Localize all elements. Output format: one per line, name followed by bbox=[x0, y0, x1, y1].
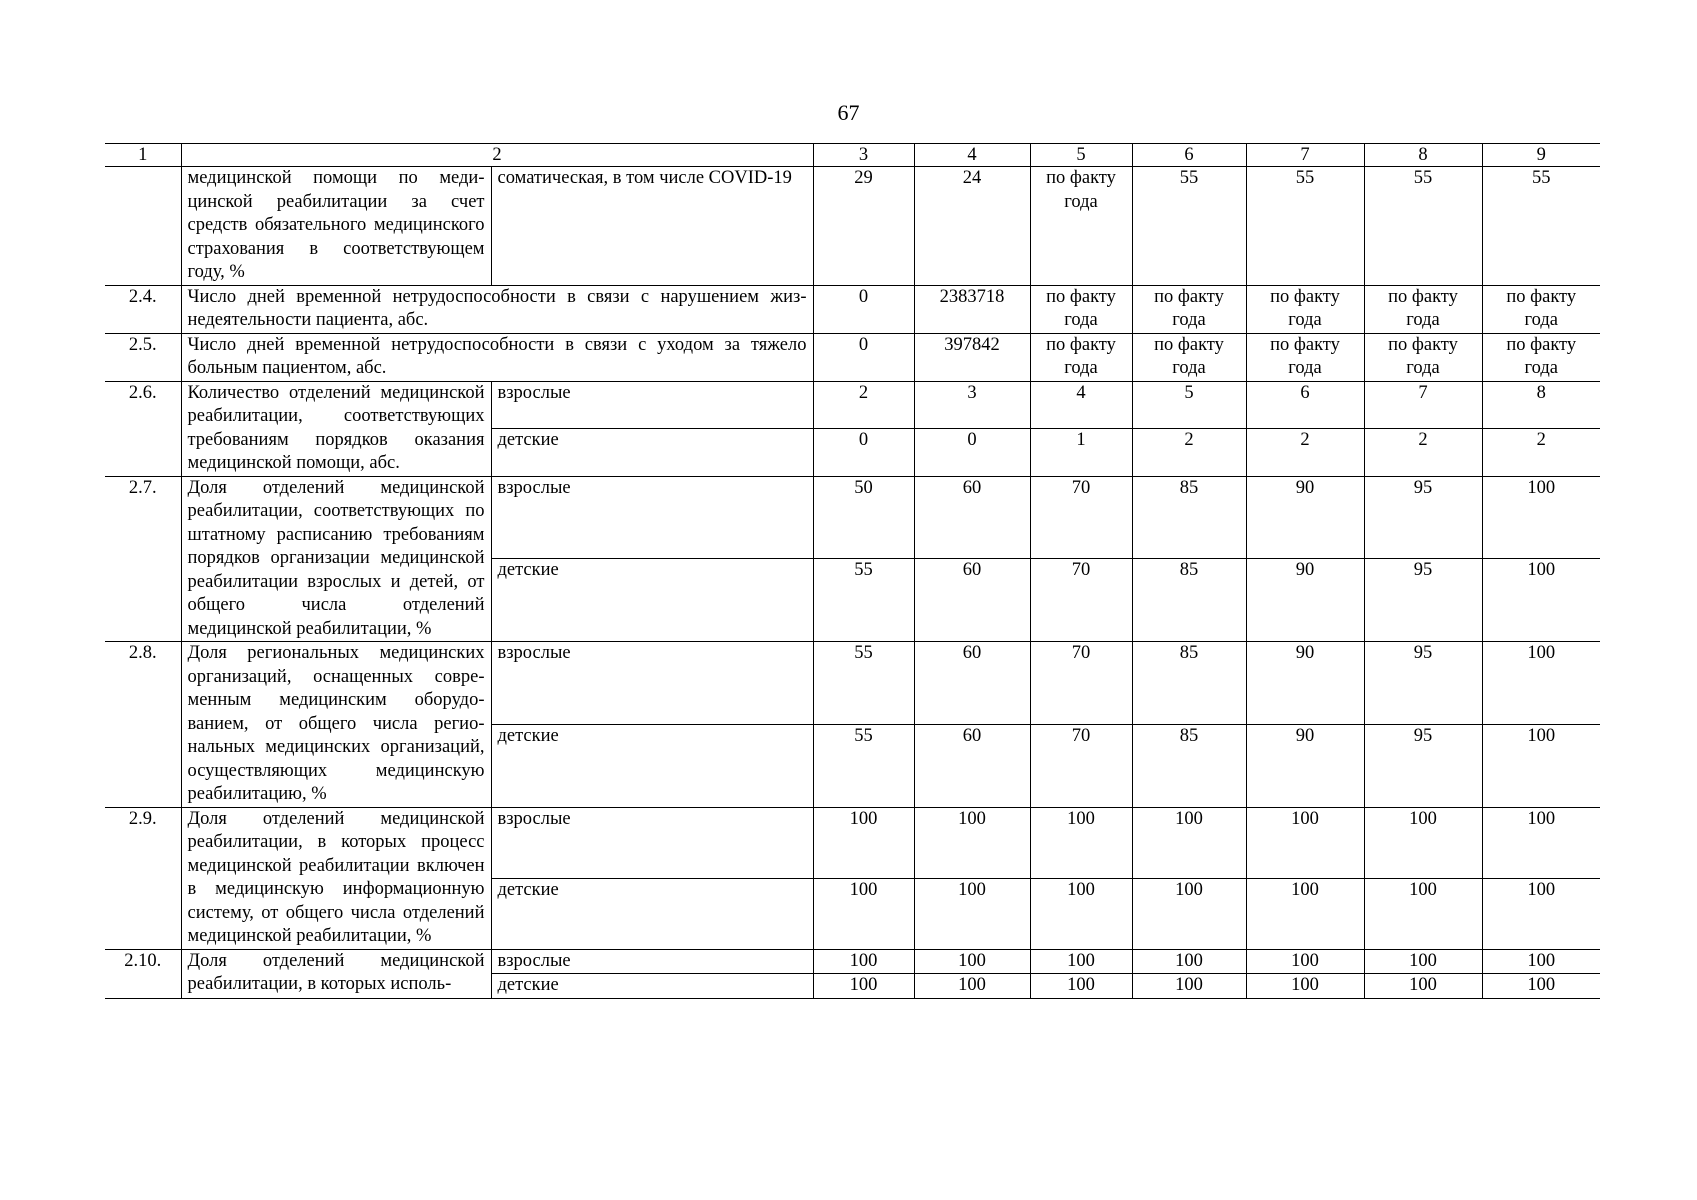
value-cell: 100 bbox=[1482, 476, 1600, 559]
table-row bbox=[105, 167, 1600, 286]
header-cell: 4 bbox=[914, 144, 1030, 167]
value-cell: 100 bbox=[914, 807, 1030, 878]
value-cell: 90 bbox=[1246, 559, 1364, 642]
value-cell: 100 bbox=[1482, 807, 1600, 878]
indicators-table bbox=[105, 143, 1600, 999]
value-cell: 100 bbox=[1364, 878, 1482, 949]
value-cell: 95 bbox=[1364, 642, 1482, 725]
value-cell: 0 bbox=[813, 285, 914, 333]
value-cell: 100 bbox=[1482, 559, 1600, 642]
value-cell: по факту года bbox=[1030, 285, 1132, 333]
value-cell: 6 bbox=[1246, 381, 1364, 429]
table-row bbox=[105, 285, 1600, 333]
value-cell: 100 bbox=[1030, 878, 1132, 949]
value-cell: 70 bbox=[1030, 476, 1132, 559]
value-cell: 85 bbox=[1132, 476, 1246, 559]
row-number: 2.7. bbox=[105, 476, 181, 642]
value-cell: 85 bbox=[1132, 559, 1246, 642]
header-cell: 8 bbox=[1364, 144, 1482, 167]
indicator-name: Число дней временной нетрудоспособности в связи с уходом за тяжело больным пациентом, абс. bbox=[181, 333, 813, 381]
value-cell: 2 bbox=[1132, 429, 1246, 477]
row-number: 2.5. bbox=[105, 333, 181, 381]
value-cell: 2 bbox=[1246, 429, 1364, 477]
table-row bbox=[105, 476, 1600, 559]
value-cell: 2 bbox=[1482, 429, 1600, 477]
value-cell: по факту года bbox=[1132, 285, 1246, 333]
value-cell: 24 bbox=[914, 167, 1030, 286]
value-cell: 1 bbox=[1030, 429, 1132, 477]
value-cell: по факту года bbox=[1246, 285, 1364, 333]
value-cell: 95 bbox=[1364, 476, 1482, 559]
value-cell: 100 bbox=[914, 878, 1030, 949]
row-number: 2.6. bbox=[105, 381, 181, 476]
group-label: детские bbox=[491, 878, 813, 949]
value-cell: 100 bbox=[1246, 949, 1364, 974]
value-cell: 2383718 bbox=[914, 285, 1030, 333]
indicator-name: медицинской помощи по медицинской реабилитации за счет средств обязательного медицинского страхования в соответствующем году, % bbox=[181, 167, 491, 286]
group-label: детские bbox=[491, 429, 813, 477]
value-cell: 7 bbox=[1364, 381, 1482, 429]
value-cell: 60 bbox=[914, 642, 1030, 725]
indicator-name: Количество отделений медицинской реабилитации, соответствующих требованиям порядков оказания медицинской помощи, абс. bbox=[181, 381, 491, 476]
value-cell: 60 bbox=[914, 476, 1030, 559]
value-cell: 100 bbox=[1364, 807, 1482, 878]
value-cell: по факту года bbox=[1482, 333, 1600, 381]
value-cell: 55 bbox=[813, 642, 914, 725]
value-cell: 100 bbox=[1482, 642, 1600, 725]
value-cell: 55 bbox=[1364, 167, 1482, 286]
value-cell: 100 bbox=[1132, 949, 1246, 974]
value-cell: 397842 bbox=[914, 333, 1030, 381]
value-cell: 100 bbox=[1132, 974, 1246, 999]
group-label: взрослые bbox=[491, 381, 813, 429]
value-cell: 90 bbox=[1246, 724, 1364, 807]
value-cell: 29 bbox=[813, 167, 914, 286]
header-cell: 6 bbox=[1132, 144, 1246, 167]
value-cell: 85 bbox=[1132, 642, 1246, 725]
value-cell: по факту года bbox=[1132, 333, 1246, 381]
value-cell: 70 bbox=[1030, 724, 1132, 807]
value-cell: по факту года bbox=[1364, 333, 1482, 381]
table-row bbox=[105, 333, 1600, 381]
value-cell: 0 bbox=[914, 429, 1030, 477]
indicator-name: Доля отделений медицинской реабилитации, соответствующих по штатному расписанию требованиям порядков организации медицинской реабилитации взрослых и детей, от общего числа отделений медицинской реабилитации, % bbox=[181, 476, 491, 642]
value-cell: 55 bbox=[1482, 167, 1600, 286]
value-cell: 100 bbox=[1364, 949, 1482, 974]
group-label: взрослые bbox=[491, 642, 813, 725]
value-cell: 100 bbox=[813, 807, 914, 878]
table-row bbox=[105, 381, 1600, 429]
value-cell: 2 bbox=[1364, 429, 1482, 477]
value-cell: 95 bbox=[1364, 724, 1482, 807]
value-cell: 85 bbox=[1132, 724, 1246, 807]
value-cell: 100 bbox=[813, 974, 914, 999]
indicator-name: Число дней временной нетрудоспособности в связи с нарушением жизнедеятельности пациента, абс. bbox=[181, 285, 813, 333]
value-cell: 50 bbox=[813, 476, 914, 559]
indicator-name: Доля отделений медицинской реабилитации, в которых исполь- bbox=[181, 949, 491, 998]
table-row bbox=[105, 642, 1600, 725]
header-cell: 3 bbox=[813, 144, 914, 167]
value-cell: 100 bbox=[1482, 878, 1600, 949]
value-cell: 100 bbox=[1132, 878, 1246, 949]
value-cell: 100 bbox=[1246, 974, 1364, 999]
value-cell: по факту года bbox=[1364, 285, 1482, 333]
value-cell: 100 bbox=[1132, 807, 1246, 878]
value-cell: 90 bbox=[1246, 642, 1364, 725]
value-cell: 0 bbox=[813, 333, 914, 381]
group-label: детские bbox=[491, 974, 813, 999]
value-cell: 90 bbox=[1246, 476, 1364, 559]
table-row bbox=[105, 807, 1600, 878]
value-cell: по факту года bbox=[1482, 285, 1600, 333]
indicator-name: Доля региональных медицинских организаций, оснащенных современным медицинским оборудованием, от общего числа региональных медицинских организаций, осуществляющих медицинскую реабилитацию, % bbox=[181, 642, 491, 808]
group-label: взрослые bbox=[491, 476, 813, 559]
row-number: 2.4. bbox=[105, 285, 181, 333]
group-label: детские bbox=[491, 724, 813, 807]
header-cell: 7 bbox=[1246, 144, 1364, 167]
value-cell: 100 bbox=[1482, 949, 1600, 974]
row-number: 2.9. bbox=[105, 807, 181, 949]
value-cell: 60 bbox=[914, 724, 1030, 807]
header-cell: 1 bbox=[105, 144, 181, 167]
value-cell: 55 bbox=[813, 724, 914, 807]
value-cell: 60 bbox=[914, 559, 1030, 642]
value-cell: 100 bbox=[1246, 807, 1364, 878]
page-number: 67 bbox=[837, 100, 860, 125]
value-cell: 70 bbox=[1030, 559, 1132, 642]
table-row bbox=[105, 949, 1600, 974]
value-cell: 100 bbox=[914, 949, 1030, 974]
group-label: взрослые bbox=[491, 949, 813, 974]
value-cell: 70 bbox=[1030, 642, 1132, 725]
row-number: 2.10. bbox=[105, 949, 181, 998]
value-cell: 100 bbox=[813, 949, 914, 974]
value-cell: 100 bbox=[1482, 974, 1600, 999]
value-cell: 2 bbox=[813, 381, 914, 429]
row-number bbox=[105, 167, 181, 286]
value-cell: 100 bbox=[914, 974, 1030, 999]
value-cell: 100 bbox=[1364, 974, 1482, 999]
value-cell: по факту года bbox=[1030, 167, 1132, 286]
value-cell: 100 bbox=[1030, 807, 1132, 878]
header-cell: 9 bbox=[1482, 144, 1600, 167]
value-cell: 100 bbox=[1482, 724, 1600, 807]
value-cell: по факту года bbox=[1030, 333, 1132, 381]
value-cell: 100 bbox=[1030, 949, 1132, 974]
value-cell: 100 bbox=[1030, 974, 1132, 999]
row-number: 2.8. bbox=[105, 642, 181, 808]
value-cell: 3 bbox=[914, 381, 1030, 429]
indicator-name: Доля отделений медицинской реабилитации, в которых процесс медицинской реабилитации включен в медицинскую информационную систему, от общего числа отделений медицинской реабилитации, % bbox=[181, 807, 491, 949]
header-cell: 5 bbox=[1030, 144, 1132, 167]
group-label: детские bbox=[491, 559, 813, 642]
header-row bbox=[105, 144, 1600, 167]
value-cell: 55 bbox=[1246, 167, 1364, 286]
value-cell: 5 bbox=[1132, 381, 1246, 429]
group-label: взрослые bbox=[491, 807, 813, 878]
value-cell: 8 bbox=[1482, 381, 1600, 429]
header-cell: 2 bbox=[181, 144, 813, 167]
value-cell: по факту года bbox=[1246, 333, 1364, 381]
value-cell: 100 bbox=[1246, 878, 1364, 949]
value-cell: 55 bbox=[1132, 167, 1246, 286]
value-cell: 95 bbox=[1364, 559, 1482, 642]
value-cell: 4 bbox=[1030, 381, 1132, 429]
value-cell: 55 bbox=[813, 559, 914, 642]
value-cell: 0 bbox=[813, 429, 914, 477]
group-label: соматическая, в том числе COVID-19 bbox=[491, 167, 813, 286]
value-cell: 100 bbox=[813, 878, 914, 949]
